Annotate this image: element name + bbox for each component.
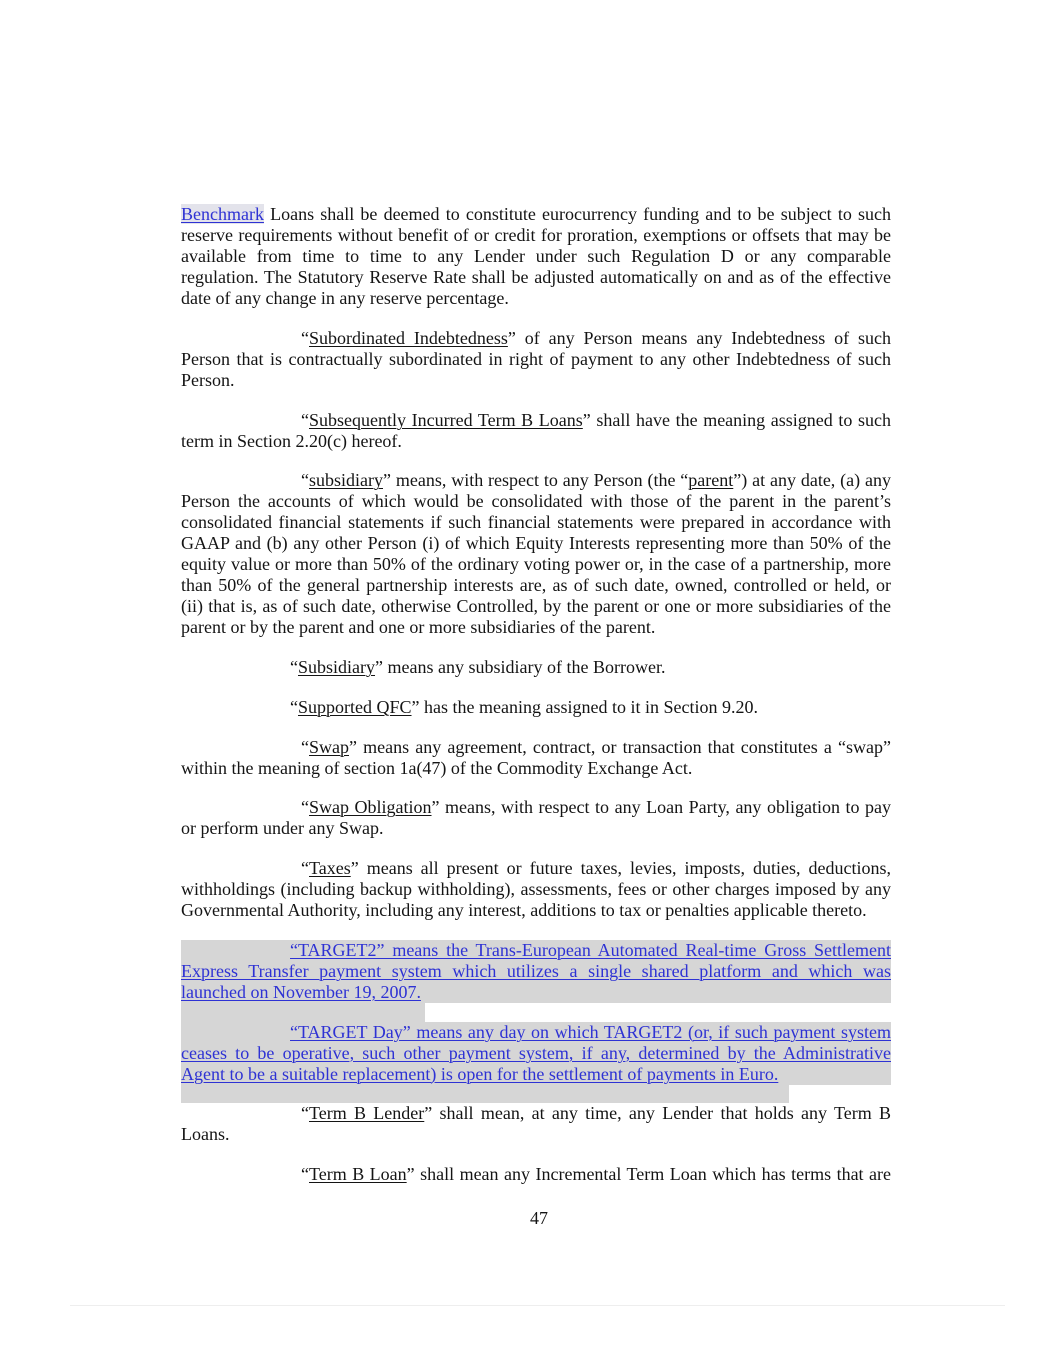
text-line: reserve requirements without benefit of or credit for proration, exemptions or offsets that may be (181, 225, 891, 245)
text-line: Person that is contractually subordinated in right of payment to any other Indebtedness of such (181, 348, 891, 369)
defined-term: Swap (309, 736, 349, 757)
definition-term-b-loan (181, 1164, 891, 1185)
text-line (181, 328, 891, 349)
open-quote: “ (301, 1103, 309, 1124)
line-text: ” has the meaning assigned to it in Section 9.20. (411, 696, 758, 717)
inserted-text-line: ceases to be operative, such other payment system, if any, determined by the Administrative (181, 1042, 891, 1063)
text-line (181, 1103, 891, 1124)
line-text: ” means all present or future taxes, levies, imposts, duties, deductions, (350, 858, 891, 878)
text-line: GAAP and (b) any other Person (i) of which Equity Interests representing more than 50% of the (181, 533, 891, 554)
inserted-text-line: “TARGET Day” means any day on which TARGET2 (or, if such payment system (290, 1021, 891, 1042)
text-line: regulation. The Statutory Reserve Rate shall be adjusted automatically on and as of the effective (181, 267, 891, 287)
line-text: ” means any subsidiary of the Borrower. (375, 657, 666, 677)
definition-taxes (181, 858, 891, 921)
open-quote: “ (301, 409, 309, 430)
open-quote: “ (301, 470, 309, 491)
line-text: ” means, with respect to any Loan Party, any obligation to pay (431, 797, 891, 818)
text-line (181, 204, 891, 225)
definition-target2-inserted (181, 940, 891, 1003)
defined-term: Term B Loan (309, 1164, 407, 1184)
text-line (181, 470, 891, 491)
defined-term: Subsidiary (298, 657, 376, 677)
line-text: Loans shall be deemed to constitute eurocurrency funding and to be subject to such (263, 204, 891, 224)
definition-swap-obligation (181, 797, 891, 839)
defined-term: Supported QFC (298, 696, 412, 717)
definition-swap (181, 737, 891, 779)
text-line: (ii) that is, as of such date, otherwise Controlled, by the parent or one or more subsidiaries of the (181, 596, 891, 617)
line-text: ” means any agreement, contract, or transaction that constitutes a “swap” (349, 736, 891, 757)
text-line (181, 797, 891, 818)
inserted-text-line: Agent to be a suitable replacement) is open for the settlement of payments in Euro. (181, 1063, 779, 1084)
text-line: equity value or more than 50% of the ordinary voting power or, in the case of a partnership, more (181, 554, 891, 575)
open-quote: “ (290, 657, 298, 677)
paragraph-statutory-reserve-rate-continued (181, 204, 891, 309)
text-line: available from time to time to any Lender under such Regulation D or any comparable (181, 246, 891, 266)
text-line: Person. (181, 369, 235, 390)
open-quote: “ (301, 327, 309, 348)
text-line: Governmental Authority, including any interest, additions to tax or penalties applicable thereto. (181, 900, 867, 920)
inserted-text: Benchmark (181, 204, 264, 224)
insertion-shading-tail (181, 1003, 425, 1022)
definition-subsidiary (181, 657, 891, 678)
text-line: consolidated financial statements if such financial statements were prepared in accordance with (181, 512, 891, 533)
line-text: ” shall mean, at any time, any Lender that holds any Term B (424, 1103, 891, 1124)
defined-term: Term B Lender (309, 1103, 425, 1124)
open-quote: “ (301, 797, 309, 818)
text-line: Loans. (181, 1124, 230, 1145)
text-line (181, 657, 891, 678)
text-line: term in Section 2.20(c) hereof. (181, 430, 402, 451)
insertion-shading-tail (181, 1085, 789, 1104)
inserted-text-line: launched on November 19, 2007. (181, 981, 421, 1002)
text-line: or perform under any Swap. (181, 818, 384, 839)
defined-term: parent (688, 470, 734, 491)
inserted-text-line: Express Transfer payment system which utilizes a single shared platform and which was (181, 960, 891, 981)
text-line: than 50% of the general partnership interests are, as of such date, owned, controlled or held, or (181, 575, 891, 596)
text-line (181, 697, 891, 718)
page-number: 47 (530, 1208, 548, 1228)
text-line (181, 1164, 891, 1185)
text-line: parent or by the parent and one or more subsidiaries of the parent. (181, 617, 656, 638)
text-line: date of any change in any reserve percentage. (181, 288, 509, 308)
definition-subsidiary-lowercase (181, 470, 891, 638)
inserted-text-line: “TARGET2” means the Trans-European Automated Real-time Gross Settlement (290, 939, 891, 960)
line-text: ” means, with respect to any Person (the “ (383, 470, 689, 491)
defined-term: subsidiary (309, 470, 383, 491)
open-quote: “ (290, 696, 298, 717)
page-edge-divider (70, 1305, 1005, 1306)
text-line (181, 410, 891, 431)
defined-term: Subsequently Incurred Term B Loans (309, 409, 583, 430)
line-text: ” of any Person means any Indebtedness of such (507, 327, 892, 348)
text-line: withholdings (including backup withholding), assessments, fees or other charges imposed by any (181, 879, 891, 899)
definition-supported-qfc (181, 697, 891, 718)
line-text: ”) at any date, (a) any (733, 470, 891, 491)
definition-subordinated-indebtedness (181, 328, 891, 391)
definition-subsequently-incurred-term-b-loans (181, 410, 891, 452)
open-quote: “ (301, 858, 309, 878)
defined-term: Taxes (309, 858, 351, 878)
defined-term: Subordinated Indebtedness (309, 327, 508, 348)
line-text: ” shall mean any Incremental Term Loan which has terms that are (406, 1164, 891, 1184)
text-line (181, 737, 891, 758)
text-line: within the meaning of section 1a(47) of the Commodity Exchange Act. (181, 757, 693, 778)
text-line: Person the accounts of which would be consolidated with those of the parent in the parent’s (181, 491, 891, 512)
text-line (181, 858, 891, 879)
page-body (181, 204, 891, 1204)
line-text: ” shall have the meaning assigned to such (582, 409, 891, 430)
open-quote: “ (301, 1164, 309, 1184)
open-quote: “ (301, 736, 309, 757)
definition-target-day-inserted (181, 1022, 891, 1085)
definition-term-b-lender (181, 1103, 891, 1145)
defined-term: Swap Obligation (309, 797, 432, 818)
